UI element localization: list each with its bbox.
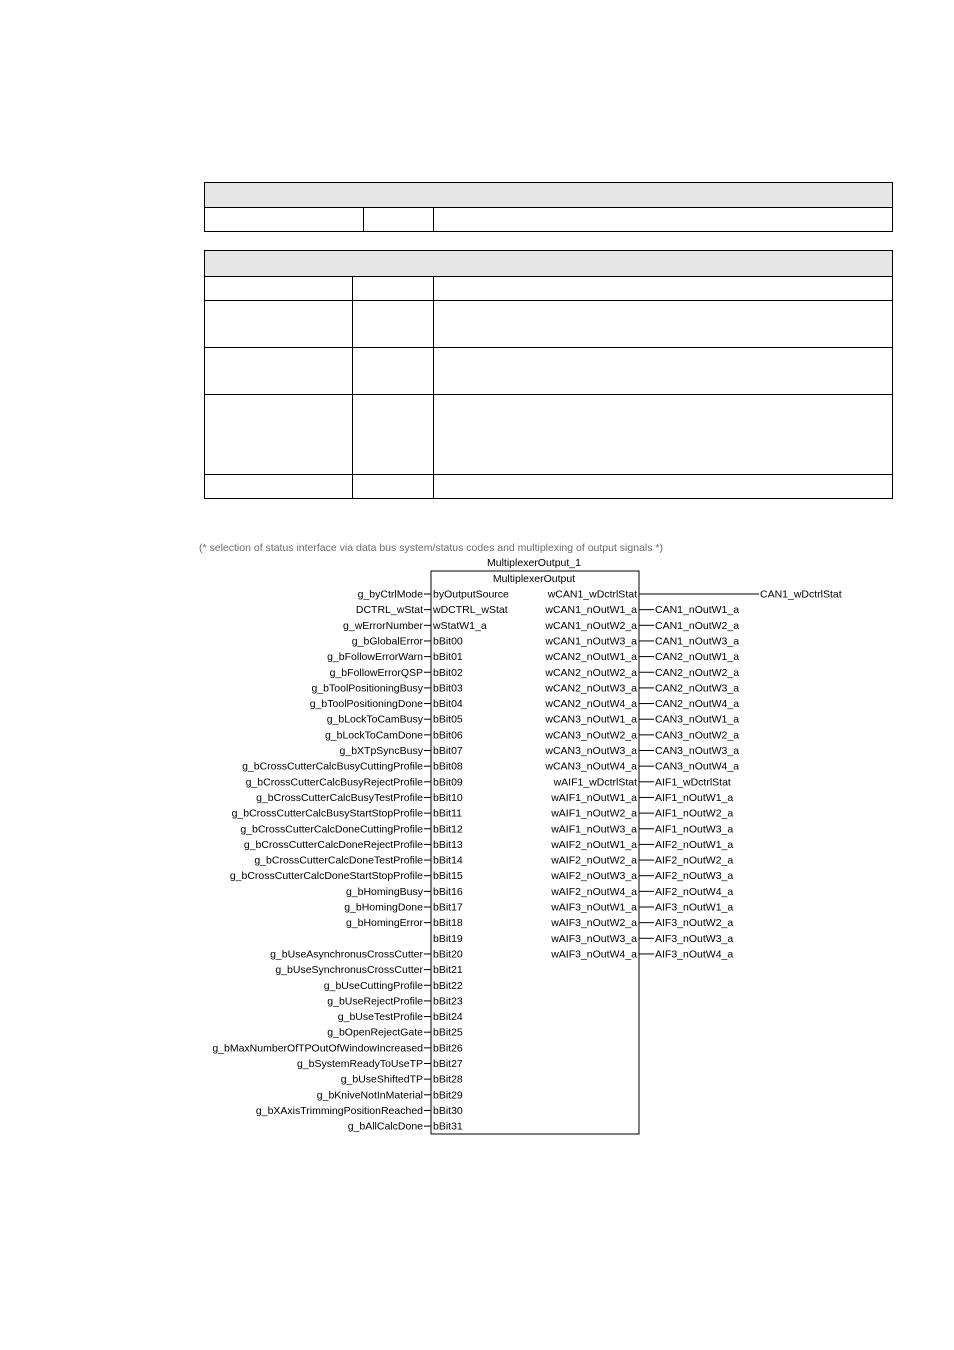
- input-signal-label: g_bCrossCutterCalcBusyCuttingProfile: [242, 760, 423, 773]
- output-pin-label: wAIF1_nOutW3_a: [551, 823, 637, 836]
- output-signal-label: CAN2_nOutW3_a: [655, 682, 740, 695]
- input-pin-label: bBit22: [433, 979, 463, 992]
- input-pin-label: bBit23: [433, 995, 463, 1008]
- output-pin-label: wAIF3_nOutW3_a: [551, 932, 637, 945]
- input-signal-label: g_bHomingBusy: [345, 885, 423, 898]
- input-pin-label: bBit18: [433, 917, 463, 930]
- input-pin-label: bBit21: [433, 964, 463, 977]
- input-signal-label: g_bCrossCutterCalcBusyStartStopProfile: [231, 807, 423, 820]
- input-signal-label: g_bHomingError: [345, 917, 423, 930]
- output-pin-label: wCAN3_nOutW3_a: [545, 745, 637, 757]
- output-signal-label: AIF3_nOutW1_a: [655, 901, 734, 914]
- output-signal-label: AIF1_nOutW2_a: [655, 807, 734, 820]
- input-pin-label: bBit04: [433, 698, 463, 711]
- output-pin-label: wCAN1_nOutW2_a: [545, 619, 637, 632]
- output-signal-label: CAN2_nOutW4_a: [655, 698, 740, 711]
- output-signal-label: CAN3_nOutW2_a: [655, 729, 740, 742]
- output-pin-label: wAIF2_nOutW1_a: [551, 838, 637, 851]
- input-signal-label: g_byCtrlMode: [357, 588, 423, 601]
- input-pin-label: bBit02: [433, 666, 463, 679]
- output-signal-label: CAN1_nOutW2_a: [655, 619, 740, 632]
- input-signal-label: g_bLockToCamDone: [324, 729, 423, 742]
- input-signal-label: g_bToolPositioningBusy: [311, 682, 423, 695]
- output-pin-label: wAIF2_nOutW3_a: [551, 870, 637, 883]
- output-pin-label: wCAN2_nOutW4_a: [545, 698, 637, 711]
- input-signal-label: g_bFollowErrorQSP: [329, 666, 423, 679]
- output-pin-label: wCAN1_wDctrlStat: [547, 588, 637, 601]
- output-signal-label: CAN2_nOutW2_a: [655, 666, 740, 679]
- output-signal-label: CAN2_nOutW1_a: [655, 651, 740, 664]
- input-signal-label: g_bCrossCutterCalcBusyRejectProfile: [245, 776, 423, 789]
- input-pin-label: bBit31: [433, 1120, 463, 1133]
- input-pin-label: bBit19: [433, 932, 463, 945]
- input-pin-label: bBit16: [433, 885, 463, 898]
- output-pin-label: wAIF3_nOutW1_a: [551, 901, 637, 914]
- input-pin-label: bBit06: [433, 729, 463, 742]
- output-pin-label: wCAN3_nOutW2_a: [545, 729, 637, 742]
- input-signal-label: g_bUseTestProfile: [337, 1011, 423, 1024]
- input-pin-label: bBit09: [433, 776, 463, 789]
- output-pin-label: wAIF1_wDctrlStat: [553, 776, 637, 789]
- input-signal-label: g_bGlobalError: [351, 635, 423, 648]
- output-signal-label: AIF2_nOutW1_a: [655, 838, 734, 851]
- input-signal-label: g_wErrorNumber: [343, 619, 423, 632]
- input-signal-label: g_bXTpSyncBusy: [339, 745, 423, 757]
- block-instance-name: MultiplexerOutput_1: [487, 557, 581, 569]
- input-pin-label: bBit24: [433, 1011, 463, 1024]
- output-pin-label: wCAN2_nOutW2_a: [545, 666, 637, 679]
- input-signal-label: g_bCrossCutterCalcDoneCuttingProfile: [240, 823, 423, 836]
- input-signal-label: g_bUseShiftedTP: [340, 1073, 423, 1086]
- input-pin-label: bBit27: [433, 1058, 463, 1070]
- output-signal-label: AIF1_wDctrlStat: [655, 776, 731, 789]
- output-signal-label: CAN1_wDctrlStat: [760, 588, 842, 601]
- output-pin-label: wAIF3_nOutW4_a: [551, 948, 637, 961]
- output-signal-label: AIF2_nOutW3_a: [655, 870, 734, 883]
- output-signal-label: AIF1_nOutW1_a: [655, 791, 734, 804]
- input-pin-label: bBit11: [433, 807, 462, 820]
- output-pin-label: wCAN3_nOutW1_a: [545, 713, 637, 726]
- input-pin-label: bBit00: [433, 635, 463, 648]
- output-pin-label: wAIF2_nOutW4_a: [551, 885, 637, 898]
- output-pin-label: wAIF1_nOutW1_a: [551, 791, 637, 804]
- output-pin-label: wCAN2_nOutW1_a: [545, 651, 637, 664]
- output-signal-label: AIF2_nOutW4_a: [655, 885, 734, 898]
- block-type-name: MultiplexerOutput: [492, 573, 576, 585]
- output-pin-label: wCAN1_nOutW1_a: [545, 604, 637, 617]
- output-pin-label: wAIF3_nOutW2_a: [551, 917, 637, 930]
- input-pin-label: bBit15: [433, 870, 463, 883]
- output-pin-label: wCAN2_nOutW3_a: [545, 682, 637, 695]
- input-pin-label: bBit26: [433, 1042, 463, 1055]
- input-pin-label: bBit05: [433, 713, 463, 726]
- input-pin-label: bBit20: [433, 948, 463, 961]
- input-signal-label: g_bUseCuttingProfile: [323, 979, 423, 992]
- input-signal-label: g_bCrossCutterCalcBusyTestProfile: [256, 791, 423, 804]
- input-signal-label: g_bMaxNumberOfTPOutOfWindowIncreased: [212, 1042, 423, 1055]
- input-signal-label: DCTRL_wStat: [355, 604, 423, 617]
- output-signal-label: CAN1_nOutW1_a: [655, 604, 740, 617]
- output-pin-label: wAIF2_nOutW2_a: [551, 854, 637, 867]
- input-signal-label: g_bCrossCutterCalcDoneRejectProfile: [243, 838, 423, 851]
- input-pin-label: bBit12: [433, 823, 463, 836]
- input-pin-label: bBit14: [433, 854, 463, 867]
- diagram-comment: (* selection of status interface via data bus system/status codes and multiplexing of output signals *): [199, 542, 663, 554]
- output-signal-label: AIF3_nOutW2_a: [655, 917, 734, 930]
- input-signal-label: g_bUseAsynchronusCrossCutter: [270, 948, 423, 961]
- block-pins: [212, 589, 841, 1133]
- input-signal-label: g_bXAxisTrimmingPositionReached: [255, 1104, 423, 1117]
- input-pin-label: bBit07: [433, 745, 463, 757]
- input-signal-label: g_bKniveNotInMaterial: [316, 1089, 423, 1102]
- output-signal-label: CAN1_nOutW3_a: [655, 635, 740, 648]
- output-signal-label: AIF3_nOutW4_a: [655, 948, 734, 961]
- input-signal-label: g_bToolPositioningDone: [309, 698, 423, 711]
- output-signal-label: CAN3_nOutW3_a: [655, 745, 740, 757]
- output-signal-label: AIF2_nOutW2_a: [655, 854, 734, 867]
- output-signal-label: AIF1_nOutW3_a: [655, 823, 734, 836]
- output-signal-label: AIF3_nOutW3_a: [655, 932, 734, 945]
- output-signal-label: CAN3_nOutW1_a: [655, 713, 740, 726]
- input-signal-label: g_bCrossCutterCalcDoneTestProfile: [254, 854, 423, 867]
- input-signal-label: g_bSystemReadyToUseTP: [296, 1058, 423, 1070]
- input-pin-label: wStatW1_a: [433, 619, 487, 632]
- input-signal-label: g_bAllCalcDone: [347, 1120, 423, 1133]
- input-pin-label: wDCTRL_wStat: [433, 604, 508, 617]
- output-pin-label: wCAN1_nOutW3_a: [545, 635, 637, 648]
- input-pin-label: bBit03: [433, 682, 463, 695]
- input-signal-label: g_bHomingDone: [344, 901, 423, 914]
- input-signal-label: g_bFollowErrorWarn: [327, 651, 423, 664]
- input-pin-label: bBit30: [433, 1104, 463, 1117]
- input-pin-label: bBit13: [433, 838, 463, 851]
- input-pin-label: bBit17: [433, 901, 463, 914]
- input-pin-label: bBit01: [433, 651, 463, 664]
- input-pin-label: bBit28: [433, 1073, 463, 1086]
- output-pin-label: wCAN3_nOutW4_a: [545, 760, 637, 773]
- input-signal-label: g_bUseSynchronusCrossCutter: [275, 964, 423, 977]
- input-signal-label: g_bLockToCamBusy: [326, 713, 423, 726]
- input-signal-label: g_bOpenRejectGate: [327, 1026, 423, 1039]
- input-pin-label: bBit10: [433, 791, 463, 804]
- input-pin-label: bBit25: [433, 1026, 463, 1039]
- input-signal-label: g_bCrossCutterCalcDoneStartStopProfile: [229, 870, 423, 883]
- input-pin-label: bBit29: [433, 1089, 463, 1102]
- input-signal-label: g_bUseRejectProfile: [327, 995, 423, 1008]
- output-pin-label: wAIF1_nOutW2_a: [551, 807, 637, 820]
- input-pin-label: byOutputSource: [433, 588, 509, 601]
- input-pin-label: bBit08: [433, 760, 463, 773]
- output-signal-label: CAN3_nOutW4_a: [655, 760, 740, 773]
